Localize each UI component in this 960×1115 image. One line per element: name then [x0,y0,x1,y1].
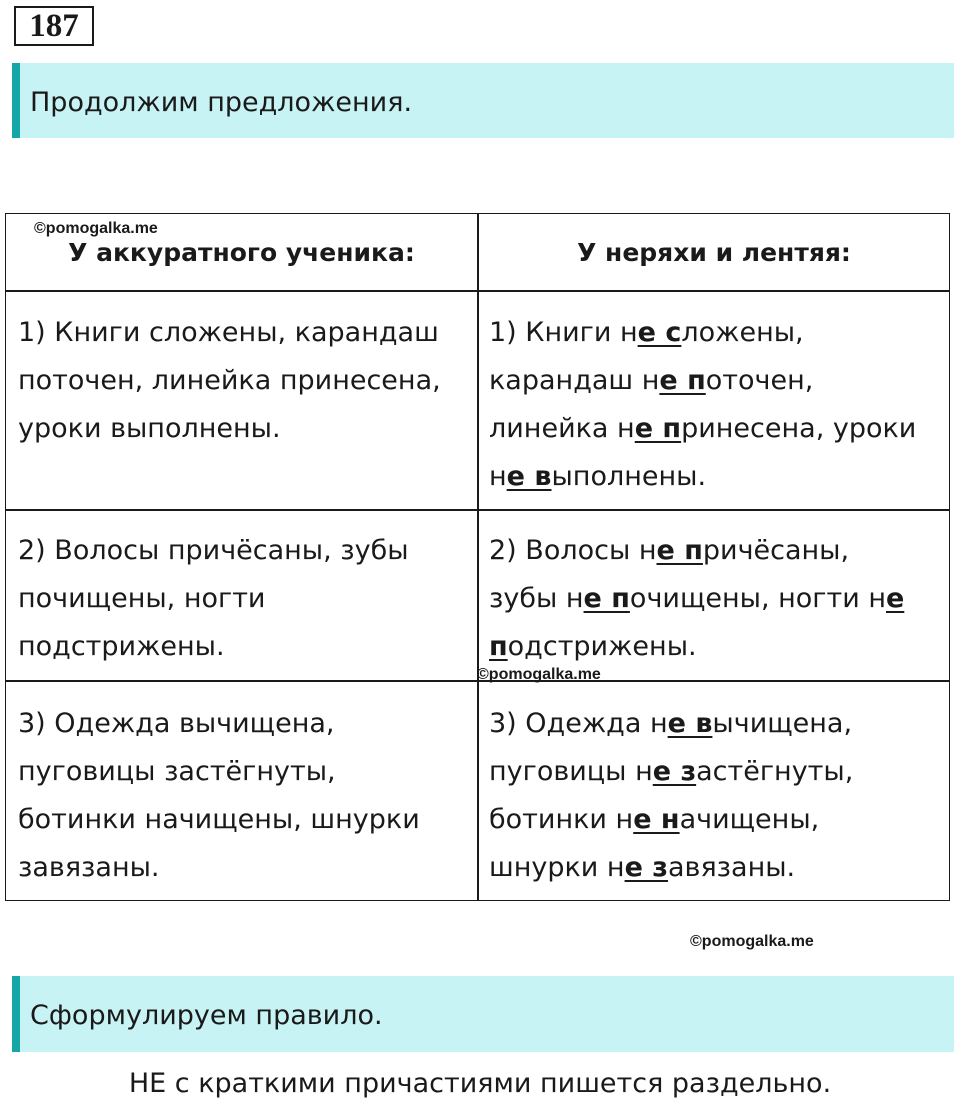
cell-line: 3) Одежда вычищена, [18,708,335,739]
text-segment: н [489,461,507,492]
cell-line: завязаны. [18,852,160,883]
cell-line [489,453,949,501]
text-segment: ыполнены. [551,461,707,492]
text-segment: ычищена, [712,708,853,739]
text-segment: линейка н [489,413,635,444]
text-segment: шнурки н [489,852,625,883]
row-divider [6,290,949,292]
cell-line [489,575,949,623]
highlighted-particle: е з [652,756,697,787]
text-segment: 3) Одежда н [489,708,668,739]
text-segment: пуговицы н [489,756,653,787]
cell-sloppy-row-3 [489,700,949,892]
cell-line: поточен, линейка принесена, [18,365,441,396]
text-segment: ринесена, уроки [681,413,917,444]
cell-sloppy-row-1 [489,309,949,501]
row-divider [6,509,949,511]
cell-line [489,844,949,892]
highlighted-particle: п [489,631,508,662]
text-segment: 2) Волосы н [489,535,657,566]
cell-line: 2) Волосы причёсаны, зубы [18,535,409,566]
text-segment: ложены, [681,317,804,348]
rule-text: НЕ с краткими причастиями пишется раздельно. [128,1068,832,1099]
highlighted-particle: е п [656,535,703,566]
cell-line [489,796,949,844]
highlighted-particle: е в [667,708,713,739]
cell-sloppy-row-2 [489,527,949,671]
highlighted-particle: е с [637,317,682,348]
cell-neat-row-2 [18,527,473,671]
watermark: ©pomogalka.me [477,666,601,683]
cell-neat-row-3 [18,700,473,892]
cell-line: уроки выполнены. [18,413,281,444]
highlighted-particle: е з [624,852,668,883]
cell-line [489,748,949,796]
text-segment: карандаш н [489,365,660,396]
cell-line: ботинки начищены, шнурки [18,804,420,835]
banner-text: Сформулируем правило. [30,1000,383,1031]
text-segment: оточен, [705,365,814,396]
cell-line: 1) Книги сложены, карандаш [18,317,439,348]
banner-text: Продолжим предложения. [30,87,413,118]
banner-formulate-rule [12,976,954,1052]
highlighted-particle: е в [506,461,552,492]
comparison-table [5,213,950,901]
cell-line: подстрижены. [18,631,225,662]
cell-line: пуговицы застёгнуты, [18,756,336,787]
watermark: ©pomogalka.me [690,933,814,950]
text-segment: очищены, ногти н [629,583,886,614]
cell-line: почищены, ногти [18,583,266,614]
text-segment: ричёсаны, [702,535,850,566]
text-segment: одстрижены. [507,631,697,662]
cell-neat-row-1 [18,309,473,453]
text-segment: авязаны. [667,852,796,883]
watermark: ©pomogalka.me [34,220,158,237]
highlighted-particle: е н [633,804,680,835]
text-segment: астёгнуты, [696,756,854,787]
cell-line [489,527,949,575]
highlighted-particle: е [886,583,905,614]
cell-line [489,700,949,748]
highlighted-particle: е п [634,413,682,444]
text-segment: ачищены, [679,804,820,835]
text-segment: зубы н [489,583,584,614]
text-segment: 1) Книги н [489,317,638,348]
header-neat-student: У аккуратного ученика: [68,238,415,267]
cell-line [489,623,949,671]
text-segment: ботинки н [489,804,634,835]
banner-continue-sentences [12,63,954,138]
highlighted-particle: е п [583,583,630,614]
column-divider [477,214,479,900]
cell-line [489,309,949,357]
cell-line [489,357,949,405]
highlighted-particle: е п [659,365,706,396]
header-sloppy-student: У неряхи и лентяя: [577,238,851,267]
cell-line [489,405,949,453]
task-number: 187 [14,6,94,46]
